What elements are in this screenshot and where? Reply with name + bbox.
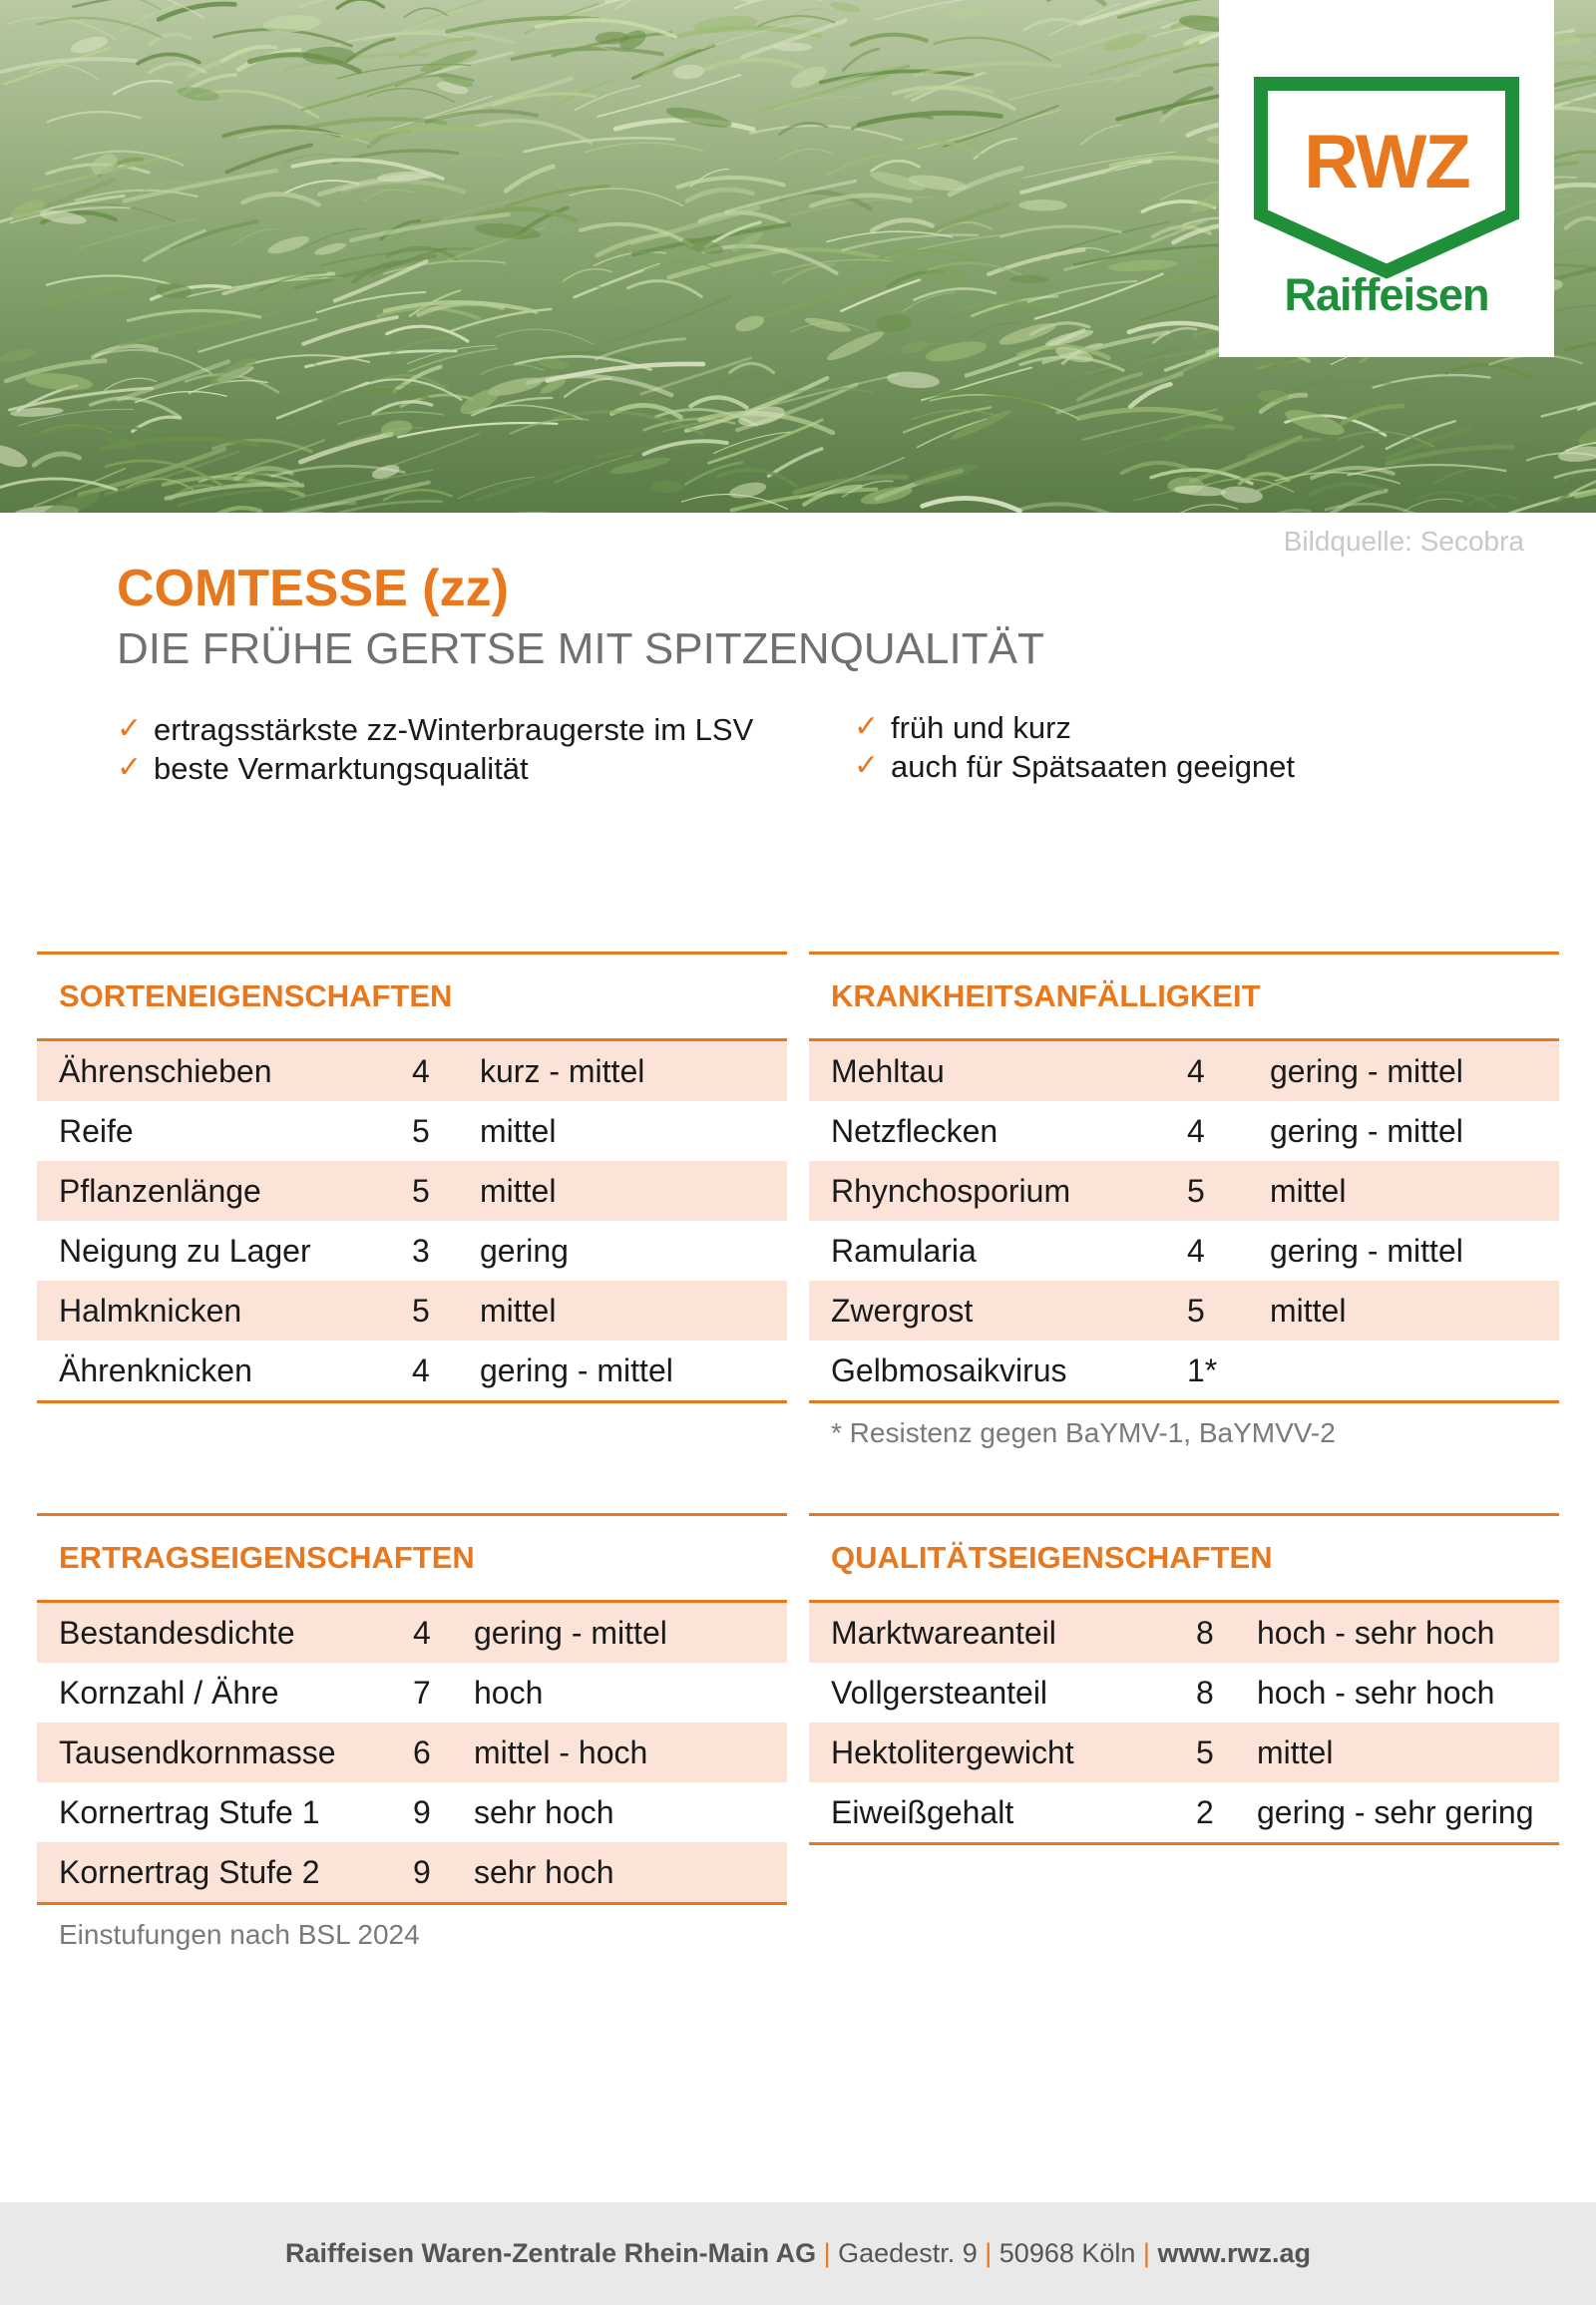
check-icon: ✓ <box>854 749 880 782</box>
trait-name: Eiweißgehalt <box>831 1794 1014 1830</box>
trait-rating: gering - mittel <box>474 1615 667 1651</box>
table-row <box>37 1842 787 1902</box>
rwz-logo <box>1219 0 1554 357</box>
footer-company: Raiffeisen Waren-Zentrale Rhein-Main AG <box>285 2238 817 2268</box>
footer-separator: | <box>985 2238 993 2268</box>
table-row <box>809 1603 1559 1663</box>
section-title: SORTENEIGENSCHAFTEN <box>37 955 787 1041</box>
check-icon: ✓ <box>854 710 880 743</box>
section-rule <box>37 1902 787 1905</box>
trait-name: Marktwareanteil <box>831 1615 1056 1651</box>
table-row <box>37 1101 787 1161</box>
table-row <box>37 1221 787 1281</box>
table-row <box>37 1161 787 1221</box>
trait-score: 5 <box>1187 1293 1205 1329</box>
table-row <box>37 1723 787 1782</box>
footer-street: Gaedestr. 9 <box>838 2238 978 2268</box>
footer <box>0 2202 1596 2305</box>
trait-score: 4 <box>1187 1053 1205 1089</box>
trait-score: 4 <box>1187 1233 1205 1269</box>
trait-score: 3 <box>412 1233 430 1269</box>
section-rule <box>37 1400 787 1403</box>
trait-score: 5 <box>1187 1173 1205 1209</box>
page-subtitle: DIE FRÜHE GERTSE MIT SPITZENQUALITÄT <box>117 624 1044 673</box>
trait-name: Mehltau <box>831 1053 945 1089</box>
trait-rating: mittel <box>1257 1734 1334 1770</box>
section-krankheitsanfaelligkeit <box>809 952 1559 1449</box>
section-rule <box>809 1400 1559 1403</box>
trait-name: Pflanzenlänge <box>59 1173 261 1209</box>
table-row <box>809 1723 1559 1782</box>
trait-score: 9 <box>413 1854 431 1890</box>
table-row <box>809 1101 1559 1161</box>
table-row <box>809 1341 1559 1400</box>
section-rule <box>809 1842 1559 1845</box>
trait-score: 4 <box>413 1615 431 1651</box>
page-title: COMTESSE (zz) <box>117 560 509 617</box>
trait-rating: gering - mittel <box>480 1352 673 1388</box>
footer-separator: | <box>1142 2238 1150 2268</box>
trait-score: 4 <box>412 1352 430 1388</box>
table-row <box>809 1663 1559 1723</box>
trait-rating: sehr hoch <box>474 1794 614 1830</box>
trait-score: 5 <box>412 1293 430 1329</box>
table-row <box>37 1041 787 1101</box>
trait-score: 6 <box>413 1734 431 1770</box>
feature-list-left <box>117 710 755 788</box>
feature-list-right <box>854 708 1492 786</box>
list-item: ✓ ertragsstärkste zz-Winterbraugerste im LSV <box>117 710 755 749</box>
trait-rating: gering - mittel <box>1270 1113 1463 1149</box>
trait-name: Kornertrag Stufe 1 <box>59 1794 320 1830</box>
trait-rating: gering - mittel <box>1270 1233 1463 1269</box>
trait-rating: mittel - hoch <box>474 1734 648 1770</box>
trait-name: Hektolitergewicht <box>831 1734 1074 1770</box>
trait-rating: hoch <box>474 1675 544 1711</box>
photo-credit: Bildquelle: Secobra <box>1283 526 1524 557</box>
trait-name: Netzflecken <box>831 1113 998 1149</box>
logo-mark: RWZ <box>1304 120 1469 204</box>
trait-name: Kornzahl / Ähre <box>59 1675 279 1711</box>
trait-rating: mittel <box>480 1293 557 1329</box>
trait-name: Ährenschieben <box>59 1053 272 1089</box>
check-icon: ✓ <box>117 751 143 784</box>
list-item: ✓ auch für Spätsaaten geeignet <box>854 747 1492 786</box>
trait-name: Ramularia <box>831 1233 977 1269</box>
trait-score: 5 <box>1196 1734 1214 1770</box>
trait-name: Vollgersteanteil <box>831 1675 1048 1711</box>
trait-name: Neigung zu Lager <box>59 1233 311 1269</box>
trait-name: Reife <box>59 1113 134 1149</box>
table-row <box>37 1341 787 1400</box>
trait-score: 5 <box>412 1173 430 1209</box>
trait-rating: sehr hoch <box>474 1854 614 1890</box>
trait-score: 8 <box>1196 1675 1214 1711</box>
table-row <box>37 1281 787 1341</box>
check-icon: ✓ <box>117 712 143 745</box>
section-ertragseigenschaften <box>37 1513 787 1951</box>
trait-name: Halmknicken <box>59 1293 242 1329</box>
trait-rating: gering - sehr gering <box>1257 1794 1534 1830</box>
table-row <box>37 1663 787 1723</box>
section-title: QUALITÄTSEIGENSCHAFTEN <box>809 1516 1559 1603</box>
trait-rating: kurz - mittel <box>480 1053 645 1089</box>
logo-word: Raiffeisen <box>1284 269 1489 320</box>
section-note: Einstufungen nach BSL 2024 <box>59 1919 420 1950</box>
table-row <box>809 1281 1559 1341</box>
table-row <box>809 1161 1559 1221</box>
trait-name: Rhynchosporium <box>831 1173 1071 1209</box>
list-item: ✓ beste Vermarktungsqualität <box>117 749 755 788</box>
table-row <box>37 1782 787 1842</box>
trait-score: 1* <box>1187 1352 1218 1388</box>
trait-name: Bestandesdichte <box>59 1615 295 1651</box>
trait-rating: mittel <box>1270 1173 1347 1209</box>
trait-rating: gering <box>480 1233 569 1269</box>
trait-name: Gelbmosaikvirus <box>831 1352 1067 1388</box>
trait-rating: mittel <box>1270 1293 1347 1329</box>
section-sorteneigenschaften <box>37 952 787 1403</box>
section-title: KRANKHEITSANFÄLLIGKEIT <box>809 955 1559 1041</box>
trait-rating: hoch - sehr hoch <box>1257 1615 1495 1651</box>
section-title: ERTRAGSEIGENSCHAFTEN <box>37 1516 787 1603</box>
trait-score: 4 <box>1187 1113 1205 1149</box>
trait-score: 2 <box>1196 1794 1214 1830</box>
trait-rating: hoch - sehr hoch <box>1257 1675 1495 1711</box>
section-note: * Resistenz gegen BaYMV-1, BaYMVV-2 <box>831 1417 1336 1448</box>
footer-city: 50968 Köln <box>998 2238 1136 2268</box>
footer-separator: | <box>823 2238 831 2268</box>
table-row <box>809 1041 1559 1101</box>
section-qualitaetseigenschaften <box>809 1513 1559 1845</box>
list-item: ✓ früh und kurz <box>854 708 1492 747</box>
trait-name: Kornertrag Stufe 2 <box>59 1854 320 1890</box>
trait-score: 8 <box>1196 1615 1214 1651</box>
trait-rating: mittel <box>480 1113 557 1149</box>
trait-name: Tausendkornmasse <box>59 1734 336 1770</box>
trait-score: 9 <box>413 1794 431 1830</box>
trait-name: Ährenknicken <box>59 1352 252 1388</box>
trait-score: 7 <box>413 1675 431 1711</box>
trait-score: 4 <box>412 1053 430 1089</box>
trait-score: 5 <box>412 1113 430 1149</box>
trait-rating: gering - mittel <box>1270 1053 1463 1089</box>
footer-website-link[interactable]: www.rwz.ag <box>1157 2238 1311 2268</box>
table-row <box>809 1782 1559 1842</box>
trait-rating: mittel <box>480 1173 557 1209</box>
table-row <box>37 1603 787 1663</box>
table-row <box>809 1221 1559 1281</box>
trait-name: Zwergrost <box>831 1293 974 1329</box>
header-photo <box>0 0 1596 513</box>
